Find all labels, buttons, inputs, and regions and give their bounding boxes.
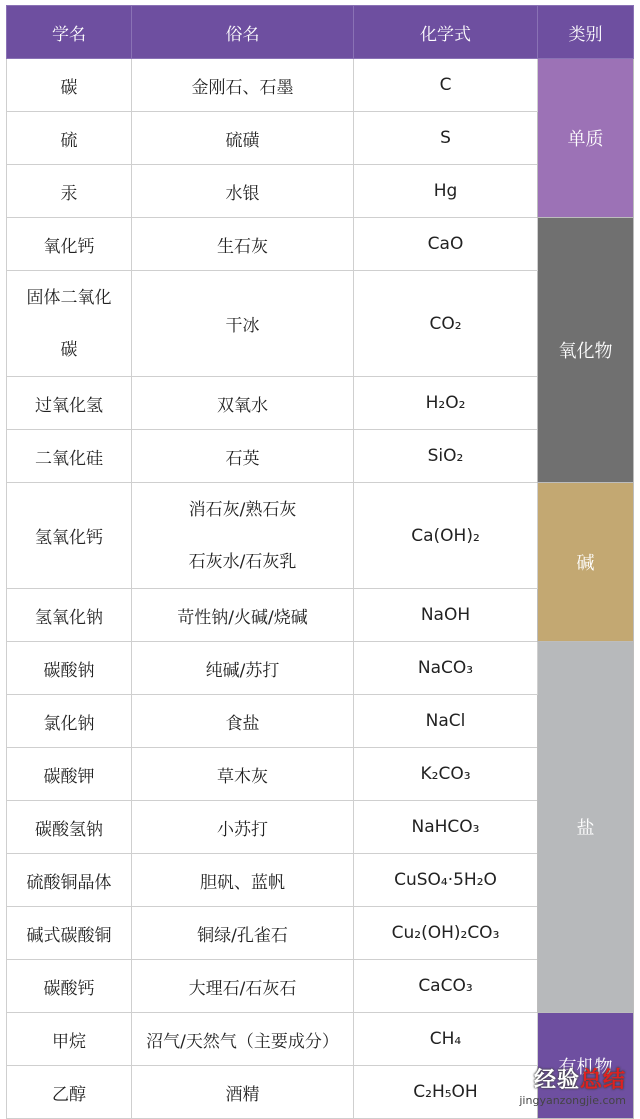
- common-name-line: 消石灰/熟石灰: [188, 499, 297, 520]
- scientific-name: 汞: [7, 165, 132, 218]
- scientific-name: 碳酸钾: [7, 748, 132, 801]
- common-name: 大理石/石灰石: [132, 960, 354, 1013]
- common-name: 酒精: [132, 1066, 354, 1119]
- formula: C₂H₅OH: [354, 1066, 538, 1119]
- watermark-text-part1: 经验: [533, 1068, 580, 1093]
- watermark-url: jingyanzongjie.com: [519, 1094, 626, 1107]
- scientific-name: 碳: [7, 59, 132, 112]
- formula: K₂CO₃: [354, 748, 538, 801]
- scientific-name: 碱式碳酸铜: [7, 907, 132, 960]
- scientific-name: 碳酸钠: [7, 642, 132, 695]
- formula: NaCO₃: [354, 642, 538, 695]
- formula: Ca(OH)₂: [354, 483, 538, 589]
- common-name: 草木灰: [132, 748, 354, 801]
- category-salt: 盐: [538, 642, 634, 1013]
- common-name: 铜绿/孔雀石: [132, 907, 354, 960]
- formula: NaHCO₃: [354, 801, 538, 854]
- header-common-name: 俗名: [132, 6, 354, 59]
- scientific-name: 氧化钙: [7, 218, 132, 271]
- formula: NaOH: [354, 589, 538, 642]
- scientific-name: 乙醇: [7, 1066, 132, 1119]
- common-name: 干冰: [132, 271, 354, 377]
- formula: H₂O₂: [354, 377, 538, 430]
- scientific-name: 甲烷: [7, 1013, 132, 1066]
- scientific-name: 二氧化硅: [7, 430, 132, 483]
- scientific-name: 氯化钠: [7, 695, 132, 748]
- common-name: 沼气/天然气（主要成分）: [132, 1013, 354, 1066]
- scientific-name: 硫酸铜晶体: [7, 854, 132, 907]
- table-row: [7, 218, 634, 271]
- watermark: [519, 1063, 626, 1107]
- common-name: 水银: [132, 165, 354, 218]
- header-category: 类别: [538, 6, 634, 59]
- formula: Cu₂(OH)₂CO₃: [354, 907, 538, 960]
- formula: Hg: [354, 165, 538, 218]
- scientific-name: 碳酸氢钠: [7, 801, 132, 854]
- scientific-name: 硫: [7, 112, 132, 165]
- common-name: [132, 483, 354, 589]
- common-name: 食盐: [132, 695, 354, 748]
- chemistry-table: [6, 5, 634, 1119]
- formula: NaCl: [354, 695, 538, 748]
- formula: SiO₂: [354, 430, 538, 483]
- common-name: 金刚石、石墨: [132, 59, 354, 112]
- scientific-name: [7, 271, 132, 377]
- scientific-name: 过氧化氢: [7, 377, 132, 430]
- formula: C: [354, 59, 538, 112]
- scientific-name: 氢氧化钙: [7, 483, 132, 589]
- header-scientific-name: 学名: [7, 6, 132, 59]
- common-name: 生石灰: [132, 218, 354, 271]
- watermark-logo-text: [519, 1063, 626, 1094]
- category-oxide: 氧化物: [538, 218, 634, 483]
- table-row: [7, 483, 634, 589]
- common-name: 硫磺: [132, 112, 354, 165]
- category-base: 碱: [538, 483, 634, 642]
- watermark-text-part2: 总结: [579, 1068, 626, 1093]
- common-name: 苛性钠/火碱/烧碱: [132, 589, 354, 642]
- category-elemental: 单质: [538, 59, 634, 218]
- common-name: 双氧水: [132, 377, 354, 430]
- table-row: [7, 642, 634, 695]
- common-name: 石英: [132, 430, 354, 483]
- common-name-line: 石灰水/石灰乳: [188, 551, 297, 572]
- category-organic: 有机物: [538, 1013, 634, 1119]
- common-name: 纯碱/苏打: [132, 642, 354, 695]
- header-formula: 化学式: [354, 6, 538, 59]
- table-row: [7, 59, 634, 112]
- formula: CO₂: [354, 271, 538, 377]
- scientific-name: 碳酸钙: [7, 960, 132, 1013]
- formula: S: [354, 112, 538, 165]
- formula: CaCO₃: [354, 960, 538, 1013]
- common-name: 胆矾、蓝帆: [132, 854, 354, 907]
- table-row: [7, 1013, 634, 1066]
- scientific-name-line: 碳: [60, 339, 78, 360]
- common-name: 小苏打: [132, 801, 354, 854]
- formula: CH₄: [354, 1013, 538, 1066]
- scientific-name-line: 固体二氧化: [26, 287, 112, 308]
- scientific-name: 氢氧化钠: [7, 589, 132, 642]
- formula: CaO: [354, 218, 538, 271]
- formula: CuSO₄·5H₂O: [354, 854, 538, 907]
- header-row: [7, 6, 634, 59]
